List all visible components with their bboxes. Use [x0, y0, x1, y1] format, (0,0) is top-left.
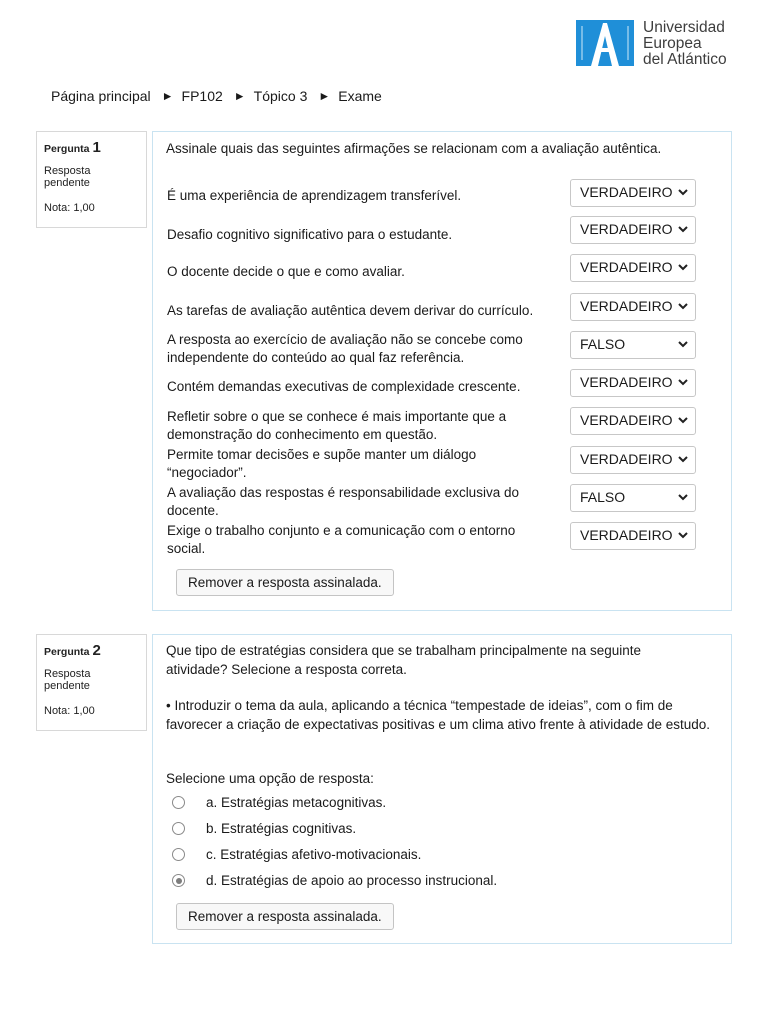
breadcrumb-exam-link[interactable]: Exame — [338, 88, 382, 104]
breadcrumb — [51, 88, 382, 104]
answer-option-label: a. Estratégias metacognitivas. — [206, 795, 387, 810]
statement-2: Desafio cognitivo significativo para o estudante. — [167, 227, 453, 242]
statement-4: As tarefas de avaliação autêntica devem derivar do currículo. — [167, 303, 534, 318]
answer-select-value: VERDADEIRO — [580, 221, 673, 237]
answer-select-10[interactable] — [570, 522, 696, 550]
question-1-grade: Nota: 1,00 — [44, 202, 95, 214]
logo-line-1: Universidad — [643, 19, 725, 36]
answer-select-value: VERDADEIRO — [580, 374, 673, 390]
question-2-grade: Nota: 1,00 — [44, 705, 95, 717]
answer-select-value: VERDADEIRO — [580, 184, 673, 200]
radio-button[interactable] — [172, 848, 185, 861]
answer-option-a[interactable] — [172, 795, 386, 810]
statement-1: É uma experiência de aprendizagem transferível. — [167, 188, 462, 203]
question-label: Pergunta — [44, 646, 90, 658]
breadcrumb-separator-icon: ► — [318, 89, 331, 103]
radio-button[interactable] — [172, 822, 185, 835]
answer-prompt: Selecione uma opção de resposta: — [166, 771, 374, 786]
answer-select-1[interactable] — [570, 179, 696, 207]
chevron-down-icon — [677, 529, 689, 541]
statement-10: Exige o trabalho conjunto e a comunicação com o entorno social. — [167, 523, 516, 556]
question-2-number — [44, 642, 139, 659]
statement-7: Refletir sobre o que se conhece é mais importante que a demonstração do conhecimento em questão. — [167, 409, 507, 442]
answer-option-b[interactable] — [172, 821, 356, 836]
answer-select-value: FALSO — [580, 489, 626, 505]
answer-option-c[interactable] — [172, 847, 421, 862]
answer-select-value: VERDADEIRO — [580, 527, 673, 543]
answer-select-6[interactable] — [570, 369, 696, 397]
answer-option-d[interactable] — [172, 873, 497, 888]
question-number: 2 — [92, 642, 101, 659]
question-1-info — [36, 131, 147, 228]
question-2-state: Resposta pendente — [44, 668, 91, 692]
chevron-down-icon — [677, 338, 689, 350]
statement-8: Permite tomar decisões e supõe manter um diálogo “negociador”. — [167, 447, 477, 480]
answer-option-label: c. Estratégias afetivo-motivacionais. — [206, 847, 422, 862]
question-1-text: Assinale quais das seguintes afirmações se relacionam com a avaliação autêntica. — [166, 141, 662, 156]
logo-wordmark — [643, 20, 727, 68]
logo-line-2: Europea — [643, 35, 702, 52]
chevron-down-icon — [677, 376, 689, 388]
answer-select-2[interactable] — [570, 216, 696, 244]
radio-button-selected[interactable] — [172, 874, 185, 887]
answer-select-value: VERDADEIRO — [580, 259, 673, 275]
question-number: 1 — [92, 139, 101, 156]
statement-5: A resposta ao exercício de avaliação não se concebe como independente do conteúdo ao qual faz referência. — [167, 332, 523, 365]
university-logo[interactable] — [576, 20, 727, 68]
answer-option-label: d. Estratégias de apoio ao processo instrucional. — [206, 873, 498, 888]
statement-3: O docente decide o que e como avaliar. — [167, 264, 405, 279]
answer-select-3[interactable] — [570, 254, 696, 282]
answer-select-4[interactable] — [570, 293, 696, 321]
statement-6: Contém demandas executivas de complexidade crescente. — [167, 379, 521, 394]
clear-answer-button[interactable]: Remover a resposta assinalada. — [176, 569, 394, 596]
breadcrumb-topic-link[interactable]: Tópico 3 — [253, 88, 308, 104]
answer-select-value: VERDADEIRO — [580, 298, 673, 314]
question-1-number — [44, 139, 139, 156]
answer-select-value: VERDADEIRO — [580, 451, 673, 467]
answer-option-label: b. Estratégias cognitivas. — [206, 821, 357, 836]
breadcrumb-separator-icon: ► — [161, 89, 174, 103]
logo-line-3: del Atlántico — [643, 51, 727, 68]
chevron-down-icon — [677, 414, 689, 426]
question-2-info — [36, 634, 147, 731]
logo-emblem-icon — [576, 20, 634, 66]
radio-button[interactable] — [172, 796, 185, 809]
chevron-down-icon — [677, 491, 689, 503]
statement-9: A avaliação das respostas é responsabilidade exclusiva do docente. — [167, 485, 519, 518]
answer-select-value: VERDADEIRO — [580, 412, 673, 428]
answer-select-7[interactable] — [570, 407, 696, 435]
answer-select-5[interactable] — [570, 331, 696, 359]
question-2-content — [152, 634, 732, 944]
chevron-down-icon — [677, 186, 689, 198]
chevron-down-icon — [677, 300, 689, 312]
answer-select-8[interactable] — [570, 446, 696, 474]
breadcrumb-home-link[interactable]: Página principal — [51, 88, 151, 104]
question-1-state: Resposta pendente — [44, 165, 91, 189]
answer-select-value: FALSO — [580, 336, 626, 352]
breadcrumb-course-link[interactable]: FP102 — [181, 88, 223, 104]
chevron-down-icon — [677, 223, 689, 235]
answer-select-9[interactable] — [570, 484, 696, 512]
question-2-text: Que tipo de estratégias considera que se trabalham principalmente na seguinte atividade? Selecione a resposta correta. — [166, 643, 642, 677]
chevron-down-icon — [677, 261, 689, 273]
question-label: Pergunta — [44, 143, 90, 155]
breadcrumb-separator-icon: ► — [233, 89, 246, 103]
clear-answer-button[interactable]: Remover a resposta assinalada. — [176, 903, 394, 930]
question-2-activity: • Introduzir o tema da aula, aplicando a técnica “tempestade de ideias”, com o fim de favorecer a criação de expectativas positivas e um clima ativo frente à atividade de estudo. — [166, 698, 711, 732]
chevron-down-icon — [677, 453, 689, 465]
